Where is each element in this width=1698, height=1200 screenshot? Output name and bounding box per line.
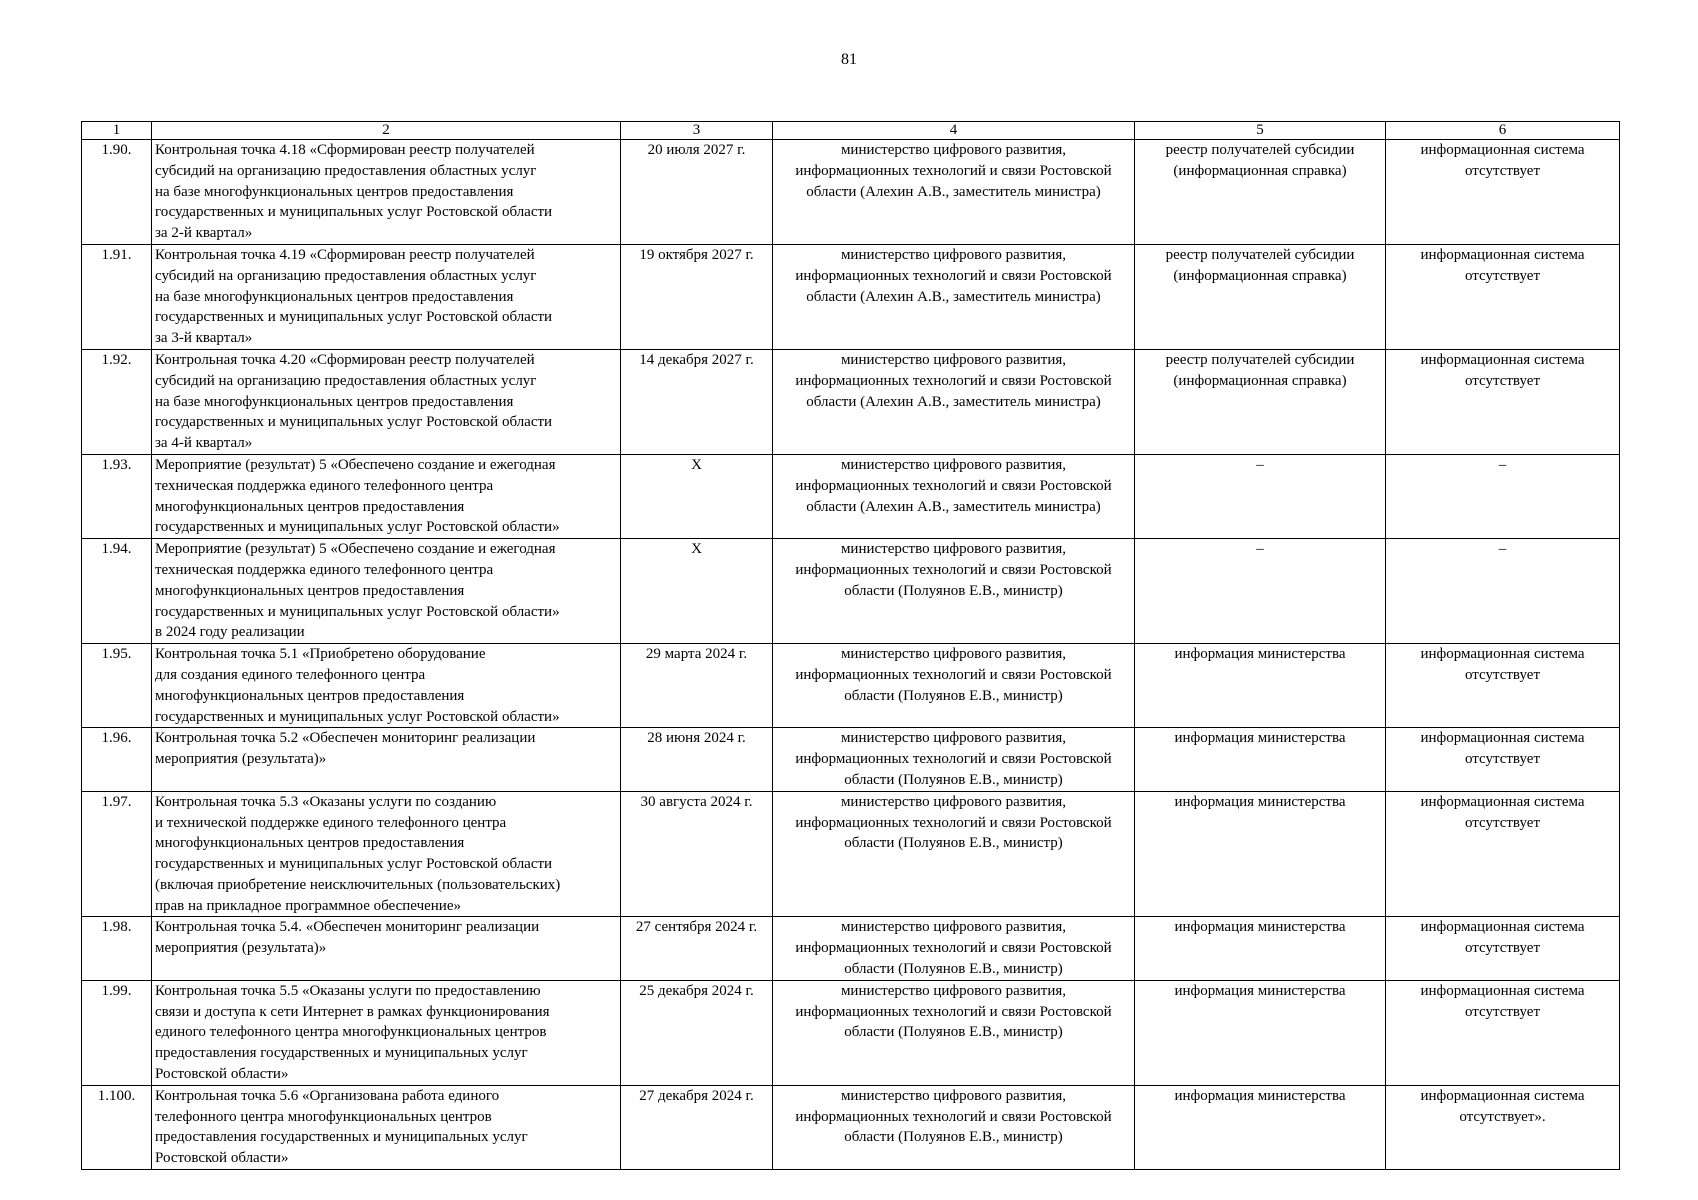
row-system-cell: информационная система отсутствует (1420, 351, 1585, 389)
row-document-cell: информация министерства (1174, 1087, 1346, 1104)
table-row (82, 1085, 1620, 1169)
row-document-cell: реестр получателей субсидии (информационная справка) (1165, 142, 1355, 179)
row-document-cell: информация министерства (1174, 919, 1346, 936)
row-system-cell: информационная система отсутствует (1420, 246, 1585, 284)
row-executor-cell: министерство цифрового развития, информационных технологий и связи Ростовской области (Полуянов Е.В., министр) (795, 730, 1112, 788)
control-points-table (81, 121, 1620, 1170)
row-name-cell: Контрольная точка 4.20 «Сформирован реестр получателей субсидий на организацию предоставления областных услуг на базе многофункциональных центров предоставления государственных и муниципальных услуг Ростовской области за 4-й квартал» (155, 351, 553, 452)
row-executor-cell: министерство цифрового развития, информационных технологий и связи Ростовской области (Алехин А.В., заместитель министра) (795, 351, 1112, 410)
row-document-cell: информация министерства (1174, 793, 1346, 810)
table-row (82, 539, 1620, 644)
row-number-cell: 1.93. (82, 454, 152, 538)
row-name-cell: Контрольная точка 4.18 «Сформирован реестр получателей субсидий на организацию предоставления областных услуг на базе многофункциональных центров предоставления государственных и муниципальных услуг Ростовской области за 2-й квартал» (155, 142, 553, 242)
table-row (82, 980, 1620, 1085)
table-row (82, 791, 1620, 917)
row-executor-cell: министерство цифрового развития, информационных технологий и связи Ростовской области (Полуянов Е.В., министр) (795, 793, 1112, 852)
row-system-cell: информационная система отсутствует (1420, 793, 1585, 831)
row-document-cell: – (1256, 456, 1264, 473)
row-number-cell: 1.98. (82, 917, 152, 980)
row-name-cell: Мероприятие (результат) 5 «Обеспечено создание и ежегодная техническая поддержка единого телефонного центра многофункциональных центров предоставления государственных и муниципальных услуг Ростовской области» (155, 456, 560, 536)
row-number-cell: 1.90. (82, 140, 152, 245)
row-date-cell: 28 июня 2024 г. (621, 728, 773, 791)
row-name-cell: Контрольная точка 4.19 «Сформирован реестр получателей субсидий на организацию предоставления областных услуг на базе многофункциональных центров предоставления государственных и муниципальных услуг Ростовской области за 3-й квартал» (155, 246, 553, 347)
row-name-cell: Контрольная точка 5.5 «Оказаны услуги по предоставлению связи и доступа к сети Интернет в рамках функционирования единого телефонного центра многофункциональных центров предоставления государственных и муниципальных услуг Ростовской области» (155, 982, 550, 1083)
row-name-cell: Контрольная точка 5.2 «Обеспечен мониторинг реализации мероприятия (результата)» (155, 730, 536, 768)
row-date-cell: 27 декабря 2024 г. (621, 1085, 773, 1169)
row-executor-cell: министерство цифрового развития, информационных технологий и связи Ростовской области (Полуянов Е.В., министр) (795, 1087, 1112, 1146)
row-system-cell: информационная система отсутствует (1420, 730, 1585, 768)
row-document-cell: информация министерства (1174, 982, 1346, 999)
table-row (82, 244, 1620, 349)
row-executor-cell: министерство цифрового развития, информационных технологий и связи Ростовской области (Алехин А.В., заместитель министра) (795, 246, 1112, 305)
table-row (82, 454, 1620, 538)
row-number-cell: 1.96. (82, 728, 152, 791)
row-name-cell: Контрольная точка 5.6 «Организована работа единого телефонного центра многофункциональных центров предоставления государственных и муниципальных услуг Ростовской области» (155, 1087, 528, 1167)
row-executor-cell: министерство цифрового развития, информационных технологий и связи Ростовской области (Полуянов Е.В., министр) (795, 541, 1112, 599)
column-header-5: 5 (1135, 122, 1386, 140)
row-date-cell: 14 декабря 2027 г. (621, 349, 773, 454)
column-header-4: 4 (773, 122, 1135, 140)
row-document-cell: информация министерства (1174, 730, 1346, 747)
row-executor-cell: министерство цифрового развития, информационных технологий и связи Ростовской области (Полуянов Е.В., министр) (795, 982, 1112, 1041)
column-header-2: 2 (152, 122, 621, 140)
row-number-cell: 1.94. (82, 539, 152, 644)
row-name-cell: Мероприятие (результат) 5 «Обеспечено создание и ежегодная техническая поддержка единого телефонного центра многофункциональных центров предоставления государственных и муниципальных услуг Ростовской области» в 2024 году реализации (155, 541, 560, 641)
row-system-cell: информационная система отсутствует (1420, 142, 1585, 179)
column-header-6: 6 (1386, 122, 1620, 140)
table-row (82, 349, 1620, 454)
table-row (82, 140, 1620, 245)
row-date-cell: 20 июля 2027 г. (621, 140, 773, 245)
page-number: 81 (841, 51, 857, 68)
table-body (82, 140, 1620, 1170)
column-header-3: 3 (621, 122, 773, 140)
row-executor-cell: министерство цифрового развития, информационных технологий и связи Ростовской области (Полуянов Е.В., министр) (795, 919, 1112, 978)
row-name-cell: Контрольная точка 5.4. «Обеспечен мониторинг реализации мероприятия (результата)» (155, 919, 540, 957)
row-date-cell: 19 октября 2027 г. (621, 244, 773, 349)
row-document-cell: информация министерства (1174, 646, 1346, 663)
row-date-cell: 30 августа 2024 г. (621, 791, 773, 917)
row-number-cell: 1.99. (82, 980, 152, 1085)
row-number-cell: 1.95. (82, 644, 152, 728)
table-row (82, 644, 1620, 728)
row-document-cell: – (1256, 541, 1264, 558)
row-date-cell: 27 сентября 2024 г. (621, 917, 773, 980)
row-name-cell: Контрольная точка 5.3 «Оказаны услуги по созданию и технической поддержке единого телефонного центра многофункциональных центров предоставления государственных и муниципальных услуг Ростовской области (включая приобретение неисключительных (пользовательских) прав на прикладное программное обеспечение» (155, 793, 561, 914)
column-header-1: 1 (82, 122, 152, 140)
row-date-cell: 29 марта 2024 г. (621, 644, 773, 728)
row-date-cell: Х (621, 539, 773, 644)
row-executor-cell: министерство цифрового развития, информационных технологий и связи Ростовской области (Полуянов Е.В., министр) (795, 646, 1112, 704)
row-date-cell: Х (621, 454, 773, 538)
table-row (82, 728, 1620, 791)
row-number-cell: 1.100. (82, 1085, 152, 1169)
row-document-cell: реестр получателей субсидии (информационная справка) (1165, 351, 1355, 389)
row-number-cell: 1.91. (82, 244, 152, 349)
row-number-cell: 1.92. (82, 349, 152, 454)
row-system-cell: – (1498, 541, 1507, 558)
row-system-cell: информационная система отсутствует (1420, 919, 1585, 957)
row-system-cell: информационная система отсутствует». (1420, 1087, 1585, 1125)
row-system-cell: информационная система отсутствует (1420, 646, 1585, 683)
row-document-cell: реестр получателей субсидии (информационная справка) (1165, 246, 1355, 284)
row-number-cell: 1.97. (82, 791, 152, 917)
table-header-row (82, 122, 1620, 140)
row-system-cell: – (1498, 456, 1507, 473)
row-system-cell: информационная система отсутствует (1420, 982, 1585, 1020)
row-executor-cell: министерство цифрового развития, информационных технологий и связи Ростовской области (Алехин А.В., заместитель министра) (795, 142, 1112, 200)
table-row (82, 917, 1620, 980)
row-name-cell: Контрольная точка 5.1 «Приобретено оборудование для создания единого телефонного центра многофункциональных центров предоставления государственных и муниципальных услуг Ростовской области» (155, 646, 560, 725)
row-executor-cell: министерство цифрового развития, информационных технологий и связи Ростовской области (Алехин А.В., заместитель министра) (795, 456, 1112, 515)
row-date-cell: 25 декабря 2024 г. (621, 980, 773, 1085)
